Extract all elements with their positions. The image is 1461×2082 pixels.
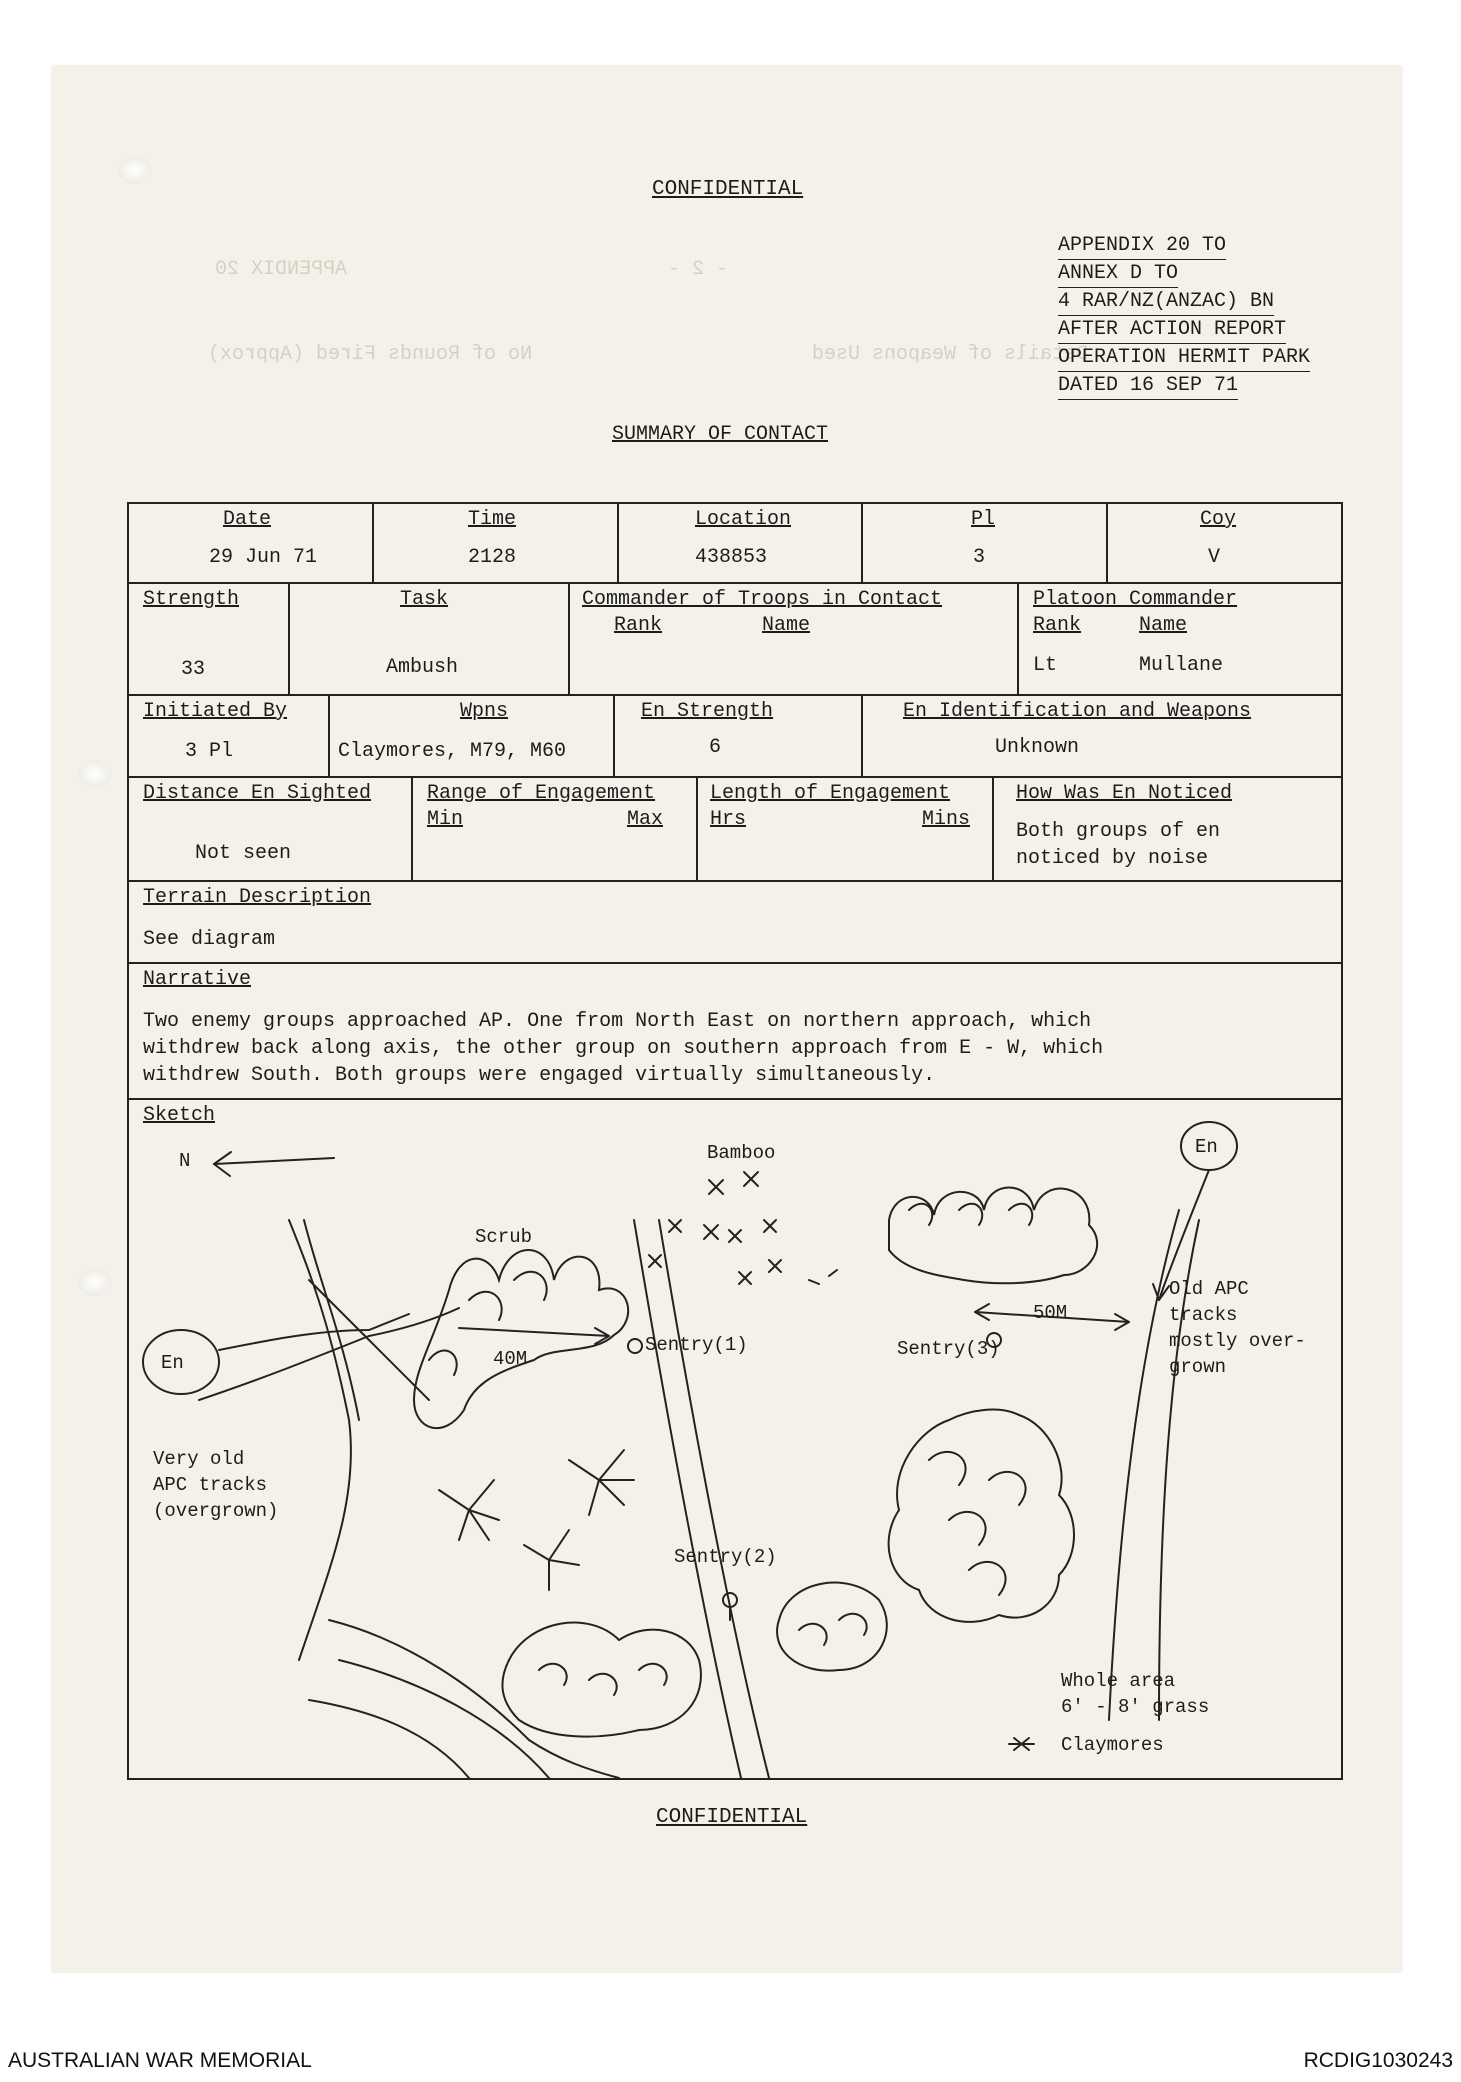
appendix-line: DATED 16 SEP 71 — [1058, 372, 1238, 400]
pc-rank-label: Rank — [1033, 614, 1082, 637]
cell-location — [619, 504, 863, 582]
bamboo-label: Bamboo — [707, 1142, 776, 1164]
terrain-label: Terrain Description — [143, 886, 372, 909]
initiated-value: 3 Pl — [185, 740, 234, 763]
date-label: Date — [223, 508, 272, 531]
page-title: SUMMARY OF CONTACT — [612, 423, 829, 446]
sketch-label: Sketch — [143, 1104, 216, 1127]
narrative-label: Narrative — [143, 968, 252, 991]
north-label: N — [179, 1150, 191, 1172]
location-value: 438853 — [695, 546, 768, 569]
cell-length — [698, 778, 994, 880]
distance-40m-label: 40M — [493, 1348, 528, 1370]
cell-date — [129, 504, 374, 582]
row-date-time — [129, 504, 1341, 584]
cell-commander — [570, 584, 1019, 694]
appendix-line: AFTER ACTION REPORT — [1058, 316, 1286, 344]
cell-initiated — [129, 696, 330, 776]
north-arrow — [214, 1158, 334, 1164]
confidential-footer: CONFIDENTIAL — [656, 1806, 808, 1829]
appendix-line: ANNEX D TO — [1058, 260, 1178, 288]
row-terrain — [129, 882, 1341, 964]
distance-label: Distance En Sighted — [143, 782, 372, 805]
row-initiated — [129, 696, 1341, 778]
terrain-value: See diagram — [143, 928, 276, 951]
en-id-label: En Identification and Weapons — [903, 700, 1252, 723]
appendix-line: OPERATION HERMIT PARK — [1058, 344, 1310, 372]
cell-en-identification — [863, 696, 1341, 776]
en-id-value: Unknown — [995, 736, 1080, 759]
cell-time — [374, 504, 619, 582]
confidential-header: CONFIDENTIAL — [652, 178, 804, 201]
cell-company — [1108, 504, 1341, 582]
length-label: Length of Engagement — [710, 782, 951, 805]
initiated-label: Initiated By — [143, 700, 288, 723]
range-min-label: Min — [427, 808, 464, 831]
enemy-label-left: En — [161, 1352, 184, 1374]
enemy-label-right: En — [1195, 1136, 1218, 1158]
bleed-text: No of Rounds Fired (Approx) — [208, 343, 533, 366]
en-strength-label: En Strength — [641, 700, 774, 723]
pc-rank-value: Lt — [1033, 654, 1058, 677]
sentry-marker — [628, 1339, 642, 1353]
scrub-outline — [414, 1250, 628, 1428]
noticed-value: Both groups of en noticed by noise — [1016, 820, 1221, 870]
time-value: 2128 — [468, 546, 517, 569]
row-sketch — [129, 1100, 1341, 1778]
cell-platoon-commander — [1019, 584, 1341, 694]
distance-value: Not seen — [195, 842, 292, 865]
sentry1-label: Sentry(1) — [645, 1334, 748, 1356]
cell-strength — [129, 584, 290, 694]
archive-name: AUSTRALIAN WAR MEMORIAL — [8, 2049, 312, 2072]
sentry2-label: Sentry(2) — [674, 1546, 777, 1568]
strength-label: Strength — [143, 588, 240, 611]
bamboo-marks — [649, 1172, 781, 1284]
sentry3-label: Sentry(3) — [897, 1338, 1000, 1360]
scrub-outline — [889, 1410, 1074, 1622]
cell-en-strength — [615, 696, 863, 776]
commander-rank-label: Rank — [614, 614, 663, 637]
punch-hole — [78, 760, 112, 788]
narrative-text: Two enemy groups approached AP. One from North East on northern approach, which withdrew back along axis, the other group on southern approach from E - W, which withdrew South. Both groups were engaged virtually simultaneously. — [143, 1010, 1104, 1087]
staple-mark — [118, 156, 152, 184]
appendix-line: APPENDIX 20 TO — [1058, 232, 1226, 260]
strength-value: 33 — [181, 658, 206, 681]
cell-task — [290, 584, 570, 694]
row-strength-task — [129, 584, 1341, 696]
cell-weapons — [330, 696, 615, 776]
contact-summary-form — [127, 502, 1343, 1780]
time-label: Time — [468, 508, 517, 531]
claymores-label: Claymores — [1061, 1734, 1164, 1756]
noticed-label: How Was En Noticed — [1016, 782, 1233, 805]
wpns-value: Claymores, M79, M60 — [338, 740, 567, 763]
location-label: Location — [695, 508, 792, 531]
cell-range — [413, 778, 698, 880]
appendix-line: 4 RAR/NZ(ANZAC) BN — [1058, 288, 1274, 316]
bleed-text: Details of Weapons Used — [812, 343, 1089, 366]
pl-value: 3 — [973, 546, 986, 569]
coy-value: V — [1208, 546, 1221, 569]
wpns-label: Wpns — [460, 700, 509, 723]
appendix-reference — [1058, 232, 1310, 400]
bleed-text: APPENDIX 20 — [215, 258, 348, 281]
en-strength-value: 6 — [709, 736, 722, 759]
cell-noticed — [994, 778, 1341, 880]
row-narrative — [129, 964, 1341, 1100]
date-value: 29 Jun 71 — [209, 546, 318, 569]
distance-50m-label: 50M — [1033, 1302, 1068, 1324]
punch-hole — [78, 1268, 112, 1296]
very-old-apc-tracks-label: Very old APC tracks (overgrown) — [153, 1448, 279, 1522]
archive-reference: RCDIG1030243 — [1303, 2049, 1453, 2072]
pc-name-value: Mullane — [1139, 654, 1224, 677]
task-label: Task — [400, 588, 449, 611]
row-distance — [129, 778, 1341, 882]
old-apc-tracks-label: Old APC tracks mostly over- grown — [1169, 1278, 1306, 1378]
commander-label: Commander of Troops in Contact — [582, 588, 943, 611]
length-hrs-label: Hrs — [710, 808, 747, 831]
bleed-text: - 2 - — [668, 258, 729, 281]
cell-distance — [129, 778, 413, 880]
bush-marks — [439, 1450, 634, 1590]
range-label: Range of Engagement — [427, 782, 656, 805]
task-value: Ambush — [386, 656, 459, 679]
whole-area-label: Whole area 6' - 8' grass — [1061, 1670, 1210, 1718]
commander-name-label: Name — [762, 614, 811, 637]
coy-label: Coy — [1200, 508, 1237, 531]
range-max-label: Max — [627, 808, 664, 831]
platoon-commander-label: Platoon Commander — [1033, 588, 1238, 611]
pl-label: Pl — [971, 508, 996, 531]
pc-name-label: Name — [1139, 614, 1188, 637]
cell-platoon — [863, 504, 1108, 582]
claymore-symbol — [1009, 1738, 1034, 1750]
scrub-label: Scrub — [475, 1226, 533, 1248]
length-mins-label: Mins — [922, 808, 971, 831]
